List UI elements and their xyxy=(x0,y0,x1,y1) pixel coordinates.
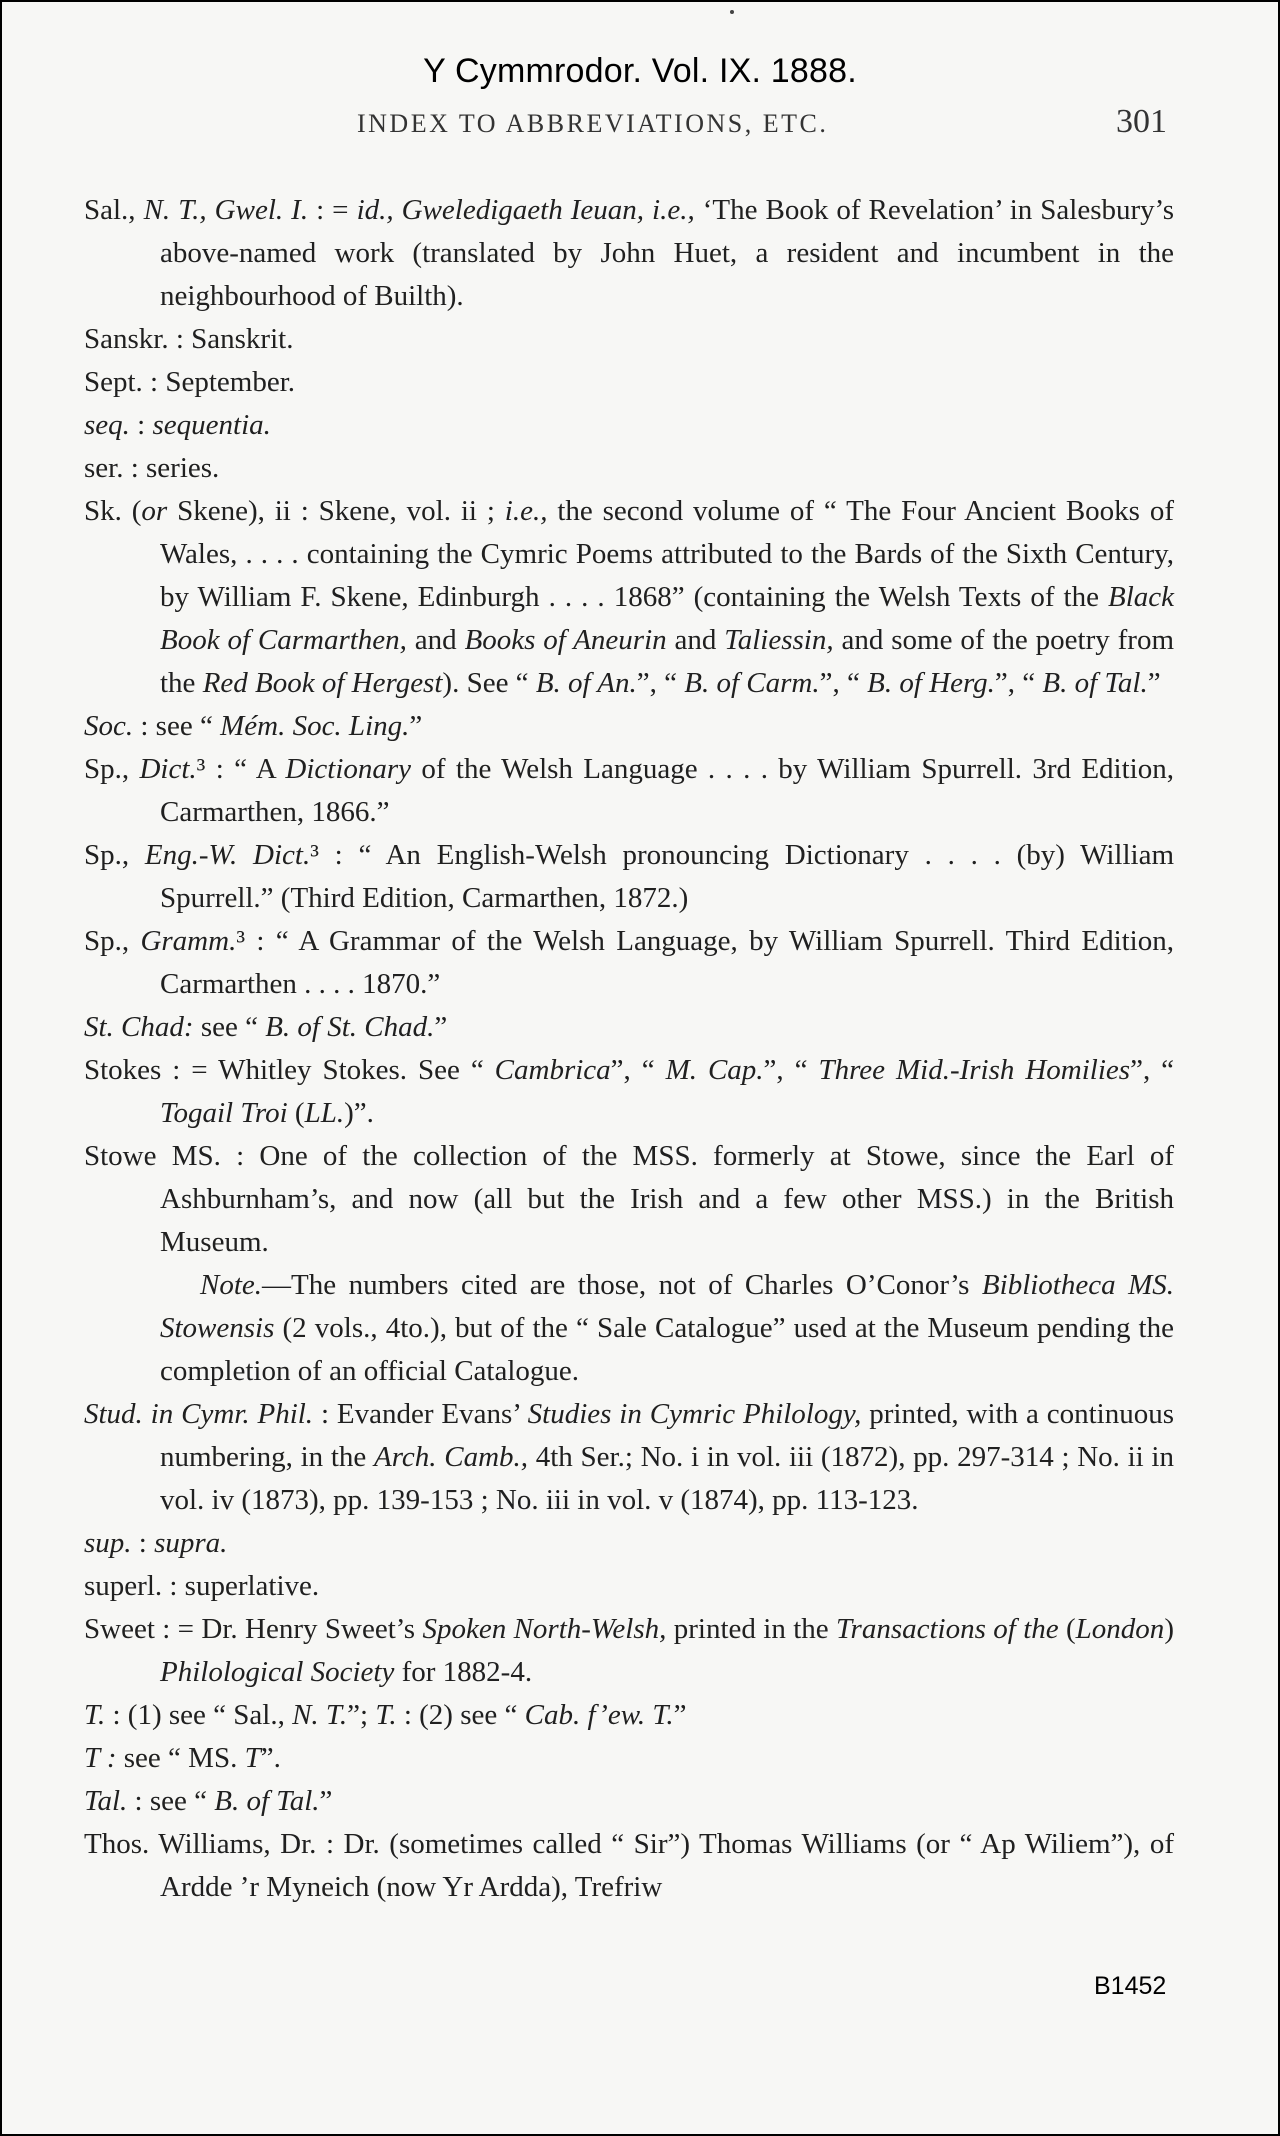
index-entry xyxy=(84,1737,1174,1780)
entry-text: ” xyxy=(673,1699,687,1731)
entry-text: ”, “ xyxy=(610,1054,666,1086)
index-entry xyxy=(84,1049,1174,1135)
entry-text: printed in the xyxy=(666,1613,837,1645)
italic-text: sup. xyxy=(84,1527,132,1559)
entry-text: superl. : superlative. xyxy=(84,1570,320,1602)
italic-text: B. of St. Chad. xyxy=(265,1011,435,1043)
entry-text: : Evander Evans’ xyxy=(313,1398,528,1430)
italic-text: Eng.-W. Dict. xyxy=(144,839,311,871)
italic-text: Three Mid.-Irish Homilies xyxy=(818,1054,1131,1086)
entry-text: ser. : series. xyxy=(84,452,220,484)
italic-text: Taliessin, xyxy=(724,624,834,656)
italic-text: or xyxy=(141,495,168,527)
entry-text: : (1) see “ Sal., xyxy=(105,1699,293,1731)
italic-text: Soc. xyxy=(84,710,134,742)
running-head: INDEX TO ABBREVIATIONS, ETC. xyxy=(357,109,829,138)
entry-text: —The numbers cited are those, not of Charles O’Conor’s xyxy=(262,1269,982,1301)
entry-text: ” xyxy=(409,710,423,742)
italic-text: Studies in Cymric Philology, xyxy=(527,1398,862,1430)
italic-text: Red Book of Hergest xyxy=(202,667,443,699)
entry-text: see “ MS. xyxy=(116,1742,245,1774)
entry-text: ” xyxy=(319,1785,333,1817)
page-header xyxy=(357,103,1167,147)
italic-text: Arch. Camb., xyxy=(374,1441,529,1473)
index-entry xyxy=(84,1135,1174,1264)
italic-text: Mém. Soc. Ling. xyxy=(220,710,410,742)
index-entry xyxy=(84,834,1174,920)
entry-text: ( xyxy=(287,1097,305,1129)
entry-text: the second volume of “ The Four Ancient Books of Wales, . . . . containing the Cymric Poems attributed to the Bards of the Sixth Century, by William F. Skene, Edinburgh . . . . 1868” (containing the Welsh Texts of the xyxy=(160,495,1174,613)
index-entry xyxy=(84,1780,1174,1823)
entry-text: )”. xyxy=(344,1097,374,1129)
italic-text: Transactions of the xyxy=(836,1613,1059,1645)
entry-text: ”, “ xyxy=(763,1054,819,1086)
entry-text: ³ : “ An English-Welsh pronouncing Dictionary . . . . (by) William Spurrell.” (Third Edition, Carmarthen, 1872.) xyxy=(160,839,1175,914)
entry-text: : xyxy=(131,1527,155,1559)
entry-text: ³ : “ A Grammar of the Welsh Language, by William Spurrell. Third Edition, Carmarthen . . . . 1870.” xyxy=(160,925,1174,1000)
italic-text: B. of Tal. xyxy=(214,1785,320,1817)
entry-text: Sp., xyxy=(84,839,145,871)
italic-text: seq. xyxy=(84,409,130,441)
entry-text: and some of the poetry from the xyxy=(160,624,1174,699)
italic-text: B. of An. xyxy=(535,667,637,699)
entry-text: Skene), ii : Skene, vol. ii ; xyxy=(167,495,505,527)
document-code: B1452 xyxy=(1094,1972,1167,2000)
index-entry xyxy=(84,404,1174,447)
entry-text: : see “ xyxy=(127,1785,215,1817)
entry-text: ( xyxy=(1058,1613,1076,1645)
italic-text: Bibliotheca MS. Stowensis xyxy=(160,1269,1175,1344)
entry-text: Stokes : = Whitley Stokes. See “ xyxy=(84,1054,495,1086)
italic-text: N. T. xyxy=(292,1699,348,1731)
page-number: 301 xyxy=(1116,103,1167,140)
entry-text: Sk. ( xyxy=(84,495,142,527)
index-entry xyxy=(84,1608,1174,1694)
italic-text: Gramm. xyxy=(140,925,237,957)
entry-text: (2 vols., 4to.), but of the “ Sale Catalogue” used at the Museum pending the completion of an official Catalogue. xyxy=(160,1312,1174,1387)
index-entry xyxy=(84,1565,1174,1608)
entry-text: : = xyxy=(308,194,357,226)
italic-text: Dict. xyxy=(139,753,197,785)
index-note xyxy=(84,1264,1174,1393)
index-entry xyxy=(84,748,1174,834)
italic-text: T : xyxy=(84,1742,117,1774)
italic-text: Tal. xyxy=(84,1785,128,1817)
entry-text: Sp., xyxy=(84,925,141,957)
entry-text: ”, “ xyxy=(994,667,1043,699)
italic-text: Cab. f’ew. T. xyxy=(524,1699,674,1731)
entry-text: for 1882-4. xyxy=(394,1656,533,1688)
index-entry xyxy=(84,361,1174,404)
index-entry xyxy=(84,1823,1174,1909)
italic-text: N. T., Gwel. I. xyxy=(143,194,309,226)
italic-text: London xyxy=(1075,1613,1165,1645)
index-entry xyxy=(84,705,1174,748)
italic-text: B. of Tal. xyxy=(1042,667,1148,699)
italic-text: supra. xyxy=(154,1527,228,1559)
entry-text: : see “ xyxy=(133,710,221,742)
italic-text: Spoken North-Welsh, xyxy=(422,1613,667,1645)
entry-text: Sp., xyxy=(84,753,140,785)
index-entry xyxy=(84,1522,1174,1565)
italic-text: T. xyxy=(375,1699,397,1731)
entry-text: and xyxy=(406,624,465,656)
italic-text: St. Chad: xyxy=(84,1011,194,1043)
ink-speck xyxy=(730,10,734,14)
entry-text: ”, “ xyxy=(819,667,868,699)
entry-text: Sanskr. : Sanskrit. xyxy=(84,323,294,355)
entry-text: printed, with a continuous numbering, in the xyxy=(160,1398,1175,1473)
entry-text: ”, “ xyxy=(636,667,685,699)
entry-text: ” xyxy=(434,1011,448,1043)
entry-text: ”; xyxy=(347,1699,376,1731)
index-entry xyxy=(84,447,1174,490)
italic-text: Books of Aneurin xyxy=(464,624,667,656)
entry-text: Sweet : = Dr. Henry Sweet’s xyxy=(84,1613,423,1645)
italic-text: Black Book of Carmarthen, xyxy=(160,581,1174,656)
italic-text: B. of Herg. xyxy=(867,667,995,699)
entry-text: : xyxy=(129,409,153,441)
italic-text: Philological Society xyxy=(160,1656,395,1688)
italic-text: LL. xyxy=(304,1097,345,1129)
index-entry xyxy=(84,1006,1174,1049)
italic-text: Stud. in Cymr. Phil. xyxy=(84,1398,314,1430)
index-entry xyxy=(84,1694,1174,1737)
entry-text: and xyxy=(666,624,725,656)
index-entry xyxy=(84,318,1174,361)
entry-text: : (2) see “ xyxy=(396,1699,525,1731)
entry-text: 4th Ser.; No. i in vol. iii (1872), pp. 297-314 ; No. ii in vol. iv (1873), pp. 139-153 ; No. iii in vol. v (1874), pp. 113-123. xyxy=(160,1441,1174,1516)
italic-text: id., Gweledigaeth Ieuan, i.e., xyxy=(356,194,695,226)
entry-text: Stowe MS. : One of the collection of the MSS. formerly at Stowe, since the Earl of Ashburnham’s, and now (all but the Irish and a few other MSS.) in the British Museum. xyxy=(84,1140,1174,1258)
italic-text: Cambrica xyxy=(494,1054,611,1086)
index-entry xyxy=(84,1393,1174,1522)
italic-text: B. of Carm. xyxy=(684,667,820,699)
italic-text: i.e., xyxy=(504,495,548,527)
index-entry xyxy=(84,189,1174,318)
italic-text: T. xyxy=(84,1699,106,1731)
entry-text: Thos. Williams, Dr. : Dr. (sometimes called “ Sir”) Thomas Williams (or “ Ap Wiliem”), of Ardde ’r Myneich (now Yr Ardda), Trefriw xyxy=(84,1828,1174,1903)
italic-text: Dictionary xyxy=(285,753,412,785)
italic-text: Note. xyxy=(200,1269,263,1301)
entry-text: Sal., xyxy=(84,194,144,226)
italic-text: M. Cap. xyxy=(665,1054,764,1086)
document-title: Y Cymmrodor. Vol. IX. 1888. xyxy=(423,52,857,90)
entry-text: ”, “ xyxy=(1130,1054,1175,1086)
index-entry xyxy=(84,490,1174,705)
entry-text: ”. xyxy=(260,1742,281,1774)
index-entry xyxy=(84,920,1174,1006)
entry-text: of the Welsh Language . . . . by William Spurrell. 3rd Edition, Carmarthen, 1866.” xyxy=(160,753,1174,828)
italic-text: Togail Troi xyxy=(160,1097,288,1129)
index-body xyxy=(84,189,1174,1909)
entry-text: ” xyxy=(1147,667,1161,699)
italic-text: sequentia. xyxy=(152,409,271,441)
entry-text: Sept. : September. xyxy=(84,366,296,398)
entry-text: see “ xyxy=(193,1011,266,1043)
entry-text: ). See “ xyxy=(442,667,536,699)
entry-text: ‘The Book of Revelation’ in Salesbury’s above-named work (translated by John Huet, a resident and incumbent in the neighbourhood of Builth). xyxy=(160,194,1174,312)
italic-text: T xyxy=(244,1742,261,1774)
entry-text: ) xyxy=(1164,1613,1174,1645)
entry-text: ³ : “ A xyxy=(196,753,286,785)
